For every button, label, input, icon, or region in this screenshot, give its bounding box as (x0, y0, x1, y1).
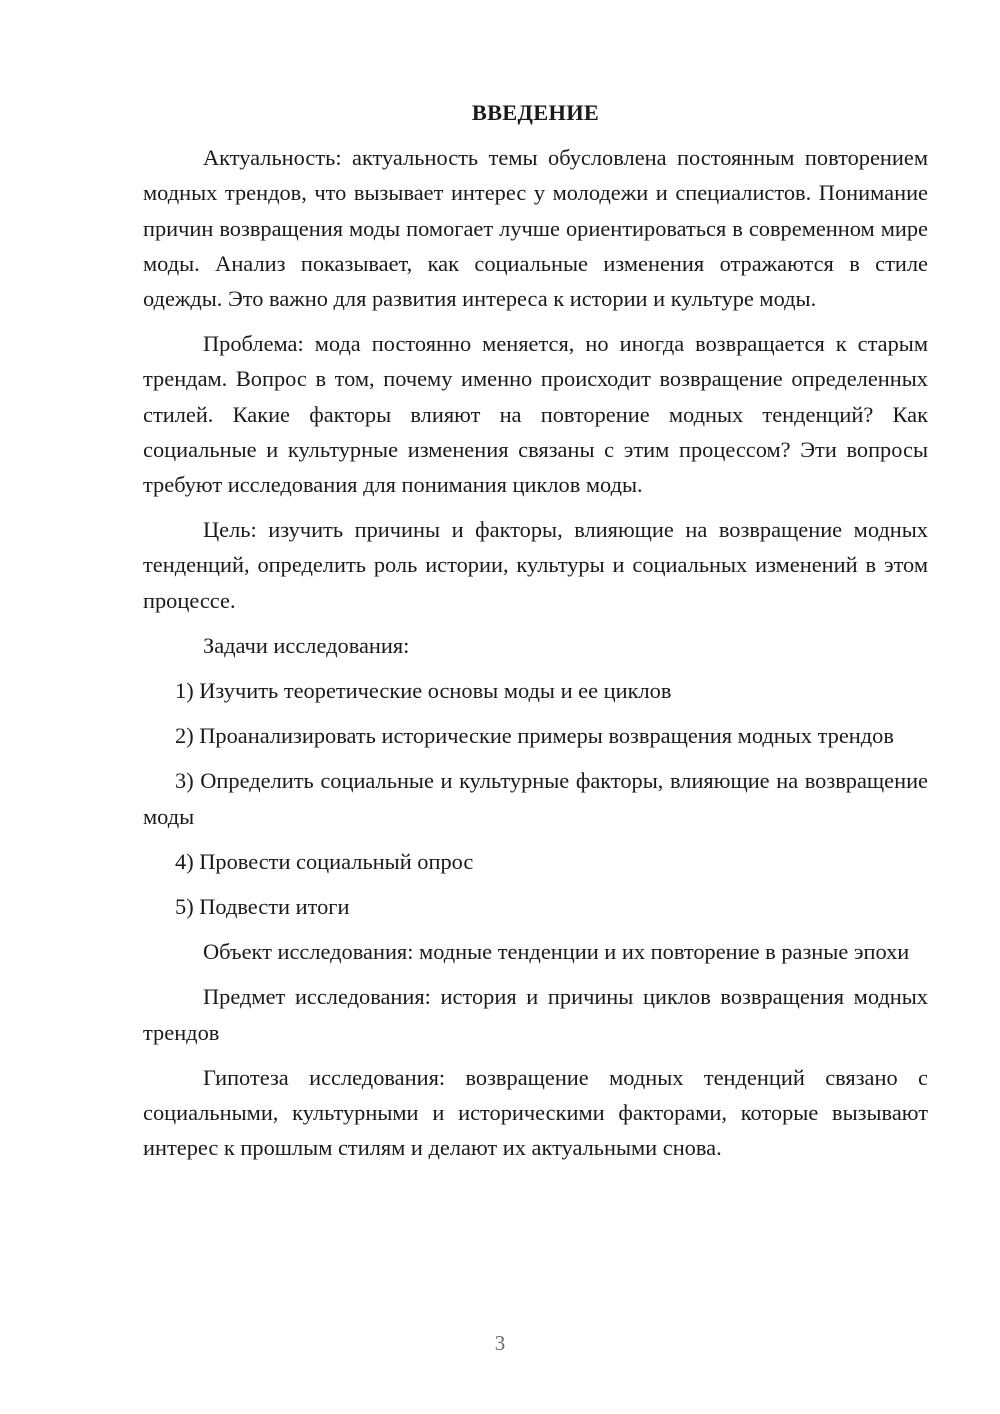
page-number: 3 (494, 1331, 506, 1355)
paragraph-goal: Цель: изучить причины и факторы, влияющие на возвращение модных тенденций, определить роль истории, культуры и социальных изменений в этом процессе. (143, 517, 928, 613)
paragraph-problem: Проблема: мода постоянно меняется, но иногда возвращается к старым трендам. Вопрос в том, почему именно происходит возвращение определенных стилей. Какие факторы влияют на повторение модных тенденций? Как социальные и культурные изменения связаны с этим процессом? Эти вопросы требуют исследования для понимания циклов моды. (143, 331, 928, 498)
paragraph-relevance: Актуальность: актуальность темы обусловлена постоянным повторением модных трендов, что вызывает интерес у молодежи и специалистов. Понимание причин возвращения моды помогает лучше ориентироваться в современном мире моды. Анализ показывает, как социальные изменения отражаются в стиле одежды. Это важно для развития интереса к истории и культуре моды. (143, 145, 928, 312)
task-item-2: 2) Проанализировать исторические примеры возвращения модных трендов (175, 723, 894, 749)
task-item-1: 1) Изучить теоретические основы моды и ее циклов (175, 678, 672, 704)
task-item-3: 3) Определить социальные и культурные факторы, влияющие на возвращение моды (143, 768, 928, 829)
task-item-5: 5) Подвести итоги (175, 894, 350, 920)
paragraph-hypothesis: Гипотеза исследования: возвращение модных тенденций связано с социальными, культурными и историческими факторами, которые вызывают интерес к прошлым стилям и делают их актуальными снова. (143, 1064, 928, 1161)
tasks-list (143, 673, 928, 924)
page-title: ВВЕДЕНИЕ (471, 100, 600, 125)
paragraph-object: Объект исследования: модные тенденции и их повторение в разные эпохи (203, 939, 910, 965)
document-page (143, 95, 928, 1165)
tasks-heading: Задачи исследования: (203, 632, 410, 658)
task-item-4: 4) Провести социальный опрос (175, 848, 474, 874)
paragraph-subject: Предмет исследования: история и причины циклов возвращения модных трендов (143, 984, 928, 1045)
